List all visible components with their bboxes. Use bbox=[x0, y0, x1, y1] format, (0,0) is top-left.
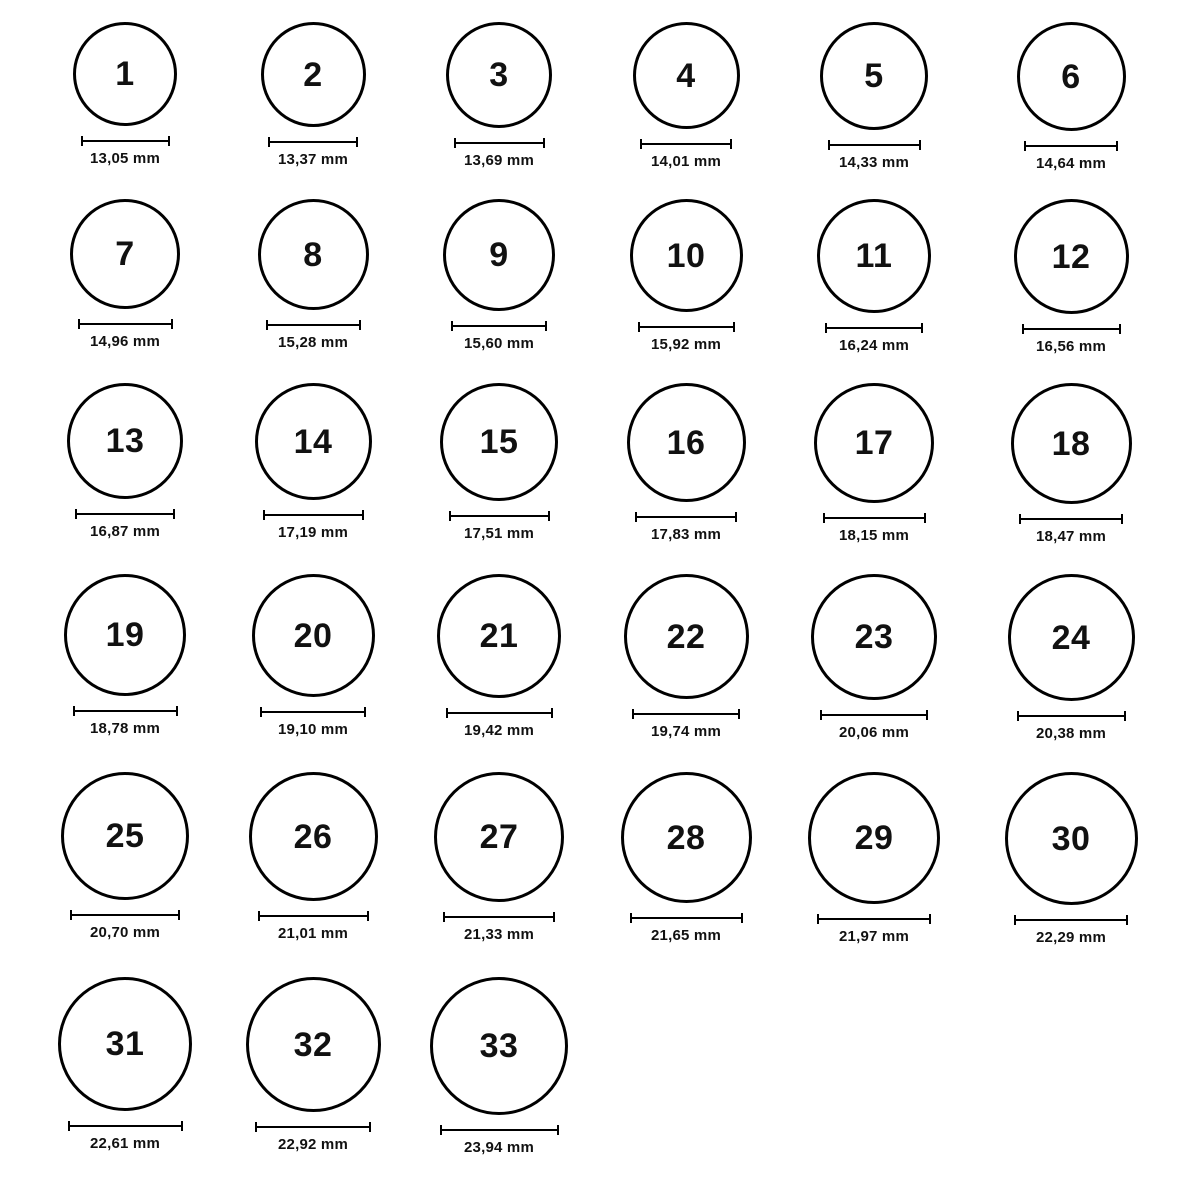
ring-measurement bbox=[1017, 711, 1126, 742]
measurement-bar-line bbox=[630, 917, 743, 919]
ring-size-number: 15 bbox=[479, 423, 519, 461]
ring-size-number: 4 bbox=[676, 56, 696, 95]
ring-circle bbox=[64, 574, 186, 696]
measurement-bar-icon bbox=[828, 140, 921, 150]
measurement-bar-cap-right bbox=[919, 140, 921, 150]
ring-circle bbox=[61, 772, 189, 900]
measurement-bar-cap-right bbox=[356, 137, 358, 147]
measurement-bar-icon bbox=[446, 708, 553, 718]
measurement-bar-cap-right bbox=[741, 913, 743, 923]
measurement-bar-cap-right bbox=[359, 320, 361, 330]
measurement-bar-cap-right bbox=[171, 319, 173, 329]
measurement-bar-cap-left bbox=[443, 912, 445, 922]
measurement-bar-cap-right bbox=[921, 323, 923, 333]
ring-size-cell bbox=[419, 22, 579, 169]
ring-measurement bbox=[70, 910, 180, 941]
ring-measurement bbox=[1024, 141, 1118, 172]
ring-size-cell bbox=[45, 199, 205, 350]
measurement-label: 15,28 mm bbox=[278, 334, 348, 351]
ring-size-number: 11 bbox=[855, 237, 893, 275]
measurement-bar-line bbox=[255, 1126, 371, 1128]
measurement-bar-line bbox=[440, 1129, 559, 1131]
ring-size-cell bbox=[419, 977, 579, 1156]
ring-circle bbox=[820, 22, 928, 130]
measurement-bar-cap-left bbox=[440, 1125, 442, 1135]
ring-size-cell bbox=[233, 199, 393, 351]
ring-size-number: 6 bbox=[1061, 57, 1081, 96]
ring-measurement bbox=[640, 139, 732, 170]
measurement-bar-cap-left bbox=[640, 139, 642, 149]
measurement-bar-cap-left bbox=[255, 1122, 257, 1132]
measurement-bar-icon bbox=[630, 913, 743, 923]
measurement-bar-cap-left bbox=[75, 509, 77, 519]
ring-measurement bbox=[268, 137, 358, 168]
measurement-label: 16,87 mm bbox=[90, 523, 160, 540]
measurement-bar-line bbox=[454, 142, 545, 144]
ring-size-cell bbox=[606, 574, 766, 740]
measurement-bar-line bbox=[75, 513, 175, 515]
ring-size-cell bbox=[606, 772, 766, 944]
ring-size-cell bbox=[991, 22, 1151, 172]
measurement-bar-cap-left bbox=[1019, 514, 1021, 524]
measurement-bar-cap-right bbox=[1126, 915, 1128, 925]
measurement-label: 14,33 mm bbox=[839, 154, 909, 171]
measurement-label: 18,47 mm bbox=[1036, 528, 1106, 545]
ring-size-number: 30 bbox=[1051, 819, 1091, 858]
measurement-bar-icon bbox=[68, 1121, 183, 1131]
ring-circle bbox=[434, 772, 564, 902]
measurement-bar-cap-right bbox=[553, 912, 555, 922]
ring-measurement bbox=[635, 512, 737, 543]
measurement-bar-icon bbox=[268, 137, 358, 147]
ring-size-cell bbox=[606, 22, 766, 170]
measurement-label: 22,92 mm bbox=[278, 1136, 348, 1153]
measurement-bar-cap-right bbox=[730, 139, 732, 149]
measurement-bar-cap-left bbox=[268, 137, 270, 147]
ring-measurement bbox=[638, 322, 735, 353]
measurement-label: 13,69 mm bbox=[464, 152, 534, 169]
measurement-bar-icon bbox=[640, 139, 732, 149]
ring-measurement bbox=[81, 136, 170, 167]
ring-measurement bbox=[260, 707, 366, 738]
measurement-bar-icon bbox=[1022, 324, 1121, 334]
measurement-bar-line bbox=[823, 517, 926, 519]
measurement-label: 22,61 mm bbox=[90, 1135, 160, 1152]
measurement-label: 13,37 mm bbox=[278, 151, 348, 168]
measurement-bar-line bbox=[451, 325, 547, 327]
measurement-bar-cap-left bbox=[635, 512, 637, 522]
ring-measurement bbox=[68, 1121, 183, 1152]
measurement-bar-cap-left bbox=[451, 321, 453, 331]
measurement-bar-cap-left bbox=[632, 709, 634, 719]
ring-size-number: 5 bbox=[864, 57, 884, 95]
measurement-bar-line bbox=[632, 713, 740, 715]
measurement-bar-icon bbox=[825, 323, 923, 333]
measurement-bar-cap-left bbox=[1024, 141, 1026, 151]
measurement-label: 21,01 mm bbox=[278, 925, 348, 942]
ring-size-cell bbox=[45, 772, 205, 941]
ring-circle bbox=[70, 199, 180, 309]
measurement-bar-cap-right bbox=[733, 322, 735, 332]
ring-size-cell bbox=[419, 383, 579, 542]
ring-size-cell bbox=[606, 199, 766, 353]
measurement-bar-cap-right bbox=[543, 138, 545, 148]
ring-size-cell bbox=[233, 977, 393, 1153]
measurement-label: 18,15 mm bbox=[839, 527, 909, 544]
ring-measurement bbox=[451, 321, 547, 352]
measurement-bar-line bbox=[1014, 919, 1128, 921]
ring-measurement bbox=[828, 140, 921, 171]
measurement-bar-cap-left bbox=[260, 707, 262, 717]
measurement-label: 14,96 mm bbox=[90, 333, 160, 350]
measurement-bar-cap-left bbox=[820, 710, 822, 720]
measurement-label: 22,29 mm bbox=[1036, 929, 1106, 946]
ring-measurement bbox=[258, 911, 369, 942]
measurement-label: 16,56 mm bbox=[1036, 338, 1106, 355]
measurement-bar-icon bbox=[820, 710, 928, 720]
ring-circle bbox=[1014, 199, 1129, 314]
measurement-bar-cap-right bbox=[362, 510, 364, 520]
ring-circle bbox=[246, 977, 381, 1112]
ring-size-number: 21 bbox=[479, 617, 519, 655]
ring-size-number: 33 bbox=[479, 1027, 519, 1065]
ring-size-number: 12 bbox=[1051, 237, 1091, 276]
measurement-label: 18,78 mm bbox=[90, 720, 160, 737]
ring-measurement bbox=[630, 913, 743, 944]
ring-circle bbox=[621, 772, 752, 903]
ring-size-cell bbox=[233, 383, 393, 541]
measurement-bar-cap-right bbox=[551, 708, 553, 718]
ring-size-cell bbox=[233, 22, 393, 168]
ring-size-number: 23 bbox=[854, 618, 894, 656]
ring-circle bbox=[1017, 22, 1126, 131]
ring-size-cell bbox=[419, 574, 579, 739]
ring-measurement bbox=[78, 319, 173, 350]
ring-circle bbox=[627, 383, 746, 502]
measurement-bar-line bbox=[817, 918, 931, 920]
measurement-bar-line bbox=[443, 916, 555, 918]
measurement-bar-cap-right bbox=[929, 914, 931, 924]
measurement-label: 14,01 mm bbox=[651, 153, 721, 170]
measurement-bar-icon bbox=[632, 709, 740, 719]
ring-circle bbox=[446, 22, 552, 128]
ring-circle bbox=[249, 772, 378, 901]
measurement-bar-line bbox=[638, 326, 735, 328]
measurement-bar-cap-left bbox=[638, 322, 640, 332]
ring-size-cell bbox=[606, 383, 766, 543]
measurement-bar-cap-left bbox=[825, 323, 827, 333]
measurement-bar-line bbox=[260, 711, 366, 713]
measurement-bar-icon bbox=[260, 707, 366, 717]
measurement-label: 21,33 mm bbox=[464, 926, 534, 943]
ring-circle bbox=[817, 199, 931, 313]
measurement-bar-cap-right bbox=[545, 321, 547, 331]
measurement-bar-cap-right bbox=[178, 910, 180, 920]
measurement-bar-icon bbox=[75, 509, 175, 519]
measurement-bar-line bbox=[258, 915, 369, 917]
measurement-bar-cap-right bbox=[1121, 514, 1123, 524]
measurement-bar-cap-left bbox=[70, 910, 72, 920]
ring-measurement bbox=[446, 708, 553, 739]
ring-size-cell bbox=[45, 22, 205, 167]
ring-size-number: 18 bbox=[1051, 424, 1091, 463]
measurement-label: 21,65 mm bbox=[651, 927, 721, 944]
measurement-bar-icon bbox=[440, 1125, 559, 1135]
measurement-bar-cap-right bbox=[369, 1122, 371, 1132]
measurement-bar-cap-right bbox=[1119, 324, 1121, 334]
ring-circle bbox=[258, 199, 369, 310]
ring-size-number: 16 bbox=[666, 423, 706, 462]
measurement-bar-icon bbox=[1024, 141, 1118, 151]
measurement-label: 17,19 mm bbox=[278, 524, 348, 541]
ring-measurement bbox=[1022, 324, 1121, 355]
measurement-bar-icon bbox=[1019, 514, 1123, 524]
ring-measurement bbox=[443, 912, 555, 943]
measurement-label: 13,05 mm bbox=[90, 150, 160, 167]
ring-size-cell bbox=[45, 977, 205, 1152]
measurement-bar-line bbox=[266, 324, 361, 326]
measurement-bar-line bbox=[825, 327, 923, 329]
measurement-bar-line bbox=[820, 714, 928, 716]
ring-size-cell bbox=[794, 199, 954, 354]
ring-size-number: 9 bbox=[489, 236, 509, 274]
ring-measurement bbox=[266, 320, 361, 351]
measurement-bar-cap-right bbox=[173, 509, 175, 519]
ring-size-cell bbox=[991, 772, 1151, 946]
ring-circle bbox=[261, 22, 366, 127]
ring-size-number: 19 bbox=[105, 616, 145, 654]
ring-size-number: 28 bbox=[666, 818, 706, 857]
measurement-bar-cap-right bbox=[364, 707, 366, 717]
ring-circle bbox=[58, 977, 192, 1111]
measurement-bar-cap-left bbox=[823, 513, 825, 523]
ring-size-number: 29 bbox=[854, 819, 894, 857]
measurement-label: 14,64 mm bbox=[1036, 155, 1106, 172]
measurement-label: 17,51 mm bbox=[464, 525, 534, 542]
ring-size-number: 8 bbox=[303, 235, 323, 274]
ring-size-number: 1 bbox=[115, 55, 135, 93]
measurement-bar-icon bbox=[451, 321, 547, 331]
ring-size-cell bbox=[233, 772, 393, 942]
ring-circle bbox=[624, 574, 749, 699]
measurement-bar-icon bbox=[1014, 915, 1128, 925]
measurement-bar-cap-left bbox=[446, 708, 448, 718]
measurement-bar-icon bbox=[823, 513, 926, 523]
measurement-bar-cap-left bbox=[266, 320, 268, 330]
ring-size-cell bbox=[794, 574, 954, 741]
measurement-bar-line bbox=[1022, 328, 1121, 330]
measurement-bar-icon bbox=[70, 910, 180, 920]
measurement-bar-icon bbox=[638, 322, 735, 332]
measurement-bar-cap-left bbox=[73, 706, 75, 716]
ring-size-number: 22 bbox=[666, 617, 706, 656]
measurement-bar-cap-left bbox=[1017, 711, 1019, 721]
measurement-bar-cap-left bbox=[828, 140, 830, 150]
measurement-bar-cap-left bbox=[630, 913, 632, 923]
measurement-label: 19,42 mm bbox=[464, 722, 534, 739]
measurement-bar-line bbox=[70, 914, 180, 916]
measurement-bar-cap-left bbox=[1014, 915, 1016, 925]
measurement-label: 15,92 mm bbox=[651, 336, 721, 353]
measurement-bar-line bbox=[73, 710, 178, 712]
measurement-bar-line bbox=[446, 712, 553, 714]
measurement-label: 21,97 mm bbox=[839, 928, 909, 945]
measurement-bar-line bbox=[68, 1125, 183, 1127]
measurement-bar-cap-right bbox=[735, 512, 737, 522]
ring-measurement bbox=[454, 138, 545, 169]
measurement-bar-icon bbox=[266, 320, 361, 330]
ring-measurement bbox=[1019, 514, 1123, 545]
ring-size-number: 26 bbox=[293, 817, 333, 856]
measurement-bar-icon bbox=[454, 138, 545, 148]
measurement-label: 23,94 mm bbox=[464, 1139, 534, 1156]
measurement-bar-cap-left bbox=[81, 136, 83, 146]
measurement-label: 20,38 mm bbox=[1036, 725, 1106, 742]
measurement-label: 16,24 mm bbox=[839, 337, 909, 354]
ring-measurement bbox=[1014, 915, 1128, 946]
measurement-bar-line bbox=[1019, 518, 1123, 520]
measurement-label: 15,60 mm bbox=[464, 335, 534, 352]
measurement-label: 19,74 mm bbox=[651, 723, 721, 740]
measurement-bar-cap-left bbox=[78, 319, 80, 329]
ring-size-number: 3 bbox=[489, 56, 509, 94]
ring-size-number: 17 bbox=[854, 424, 894, 462]
measurement-bar-icon bbox=[255, 1122, 371, 1132]
ring-size-cell bbox=[419, 199, 579, 352]
ring-size-cell bbox=[794, 772, 954, 945]
ring-circle bbox=[440, 383, 558, 501]
measurement-bar-line bbox=[1017, 715, 1126, 717]
ring-size-number: 24 bbox=[1051, 618, 1091, 657]
ring-size-number: 7 bbox=[115, 235, 135, 273]
ring-measurement bbox=[823, 513, 926, 544]
measurement-bar-cap-left bbox=[263, 510, 265, 520]
ring-size-number: 14 bbox=[293, 422, 333, 461]
measurement-bar-cap-right bbox=[181, 1121, 183, 1131]
measurement-bar-cap-left bbox=[258, 911, 260, 921]
ring-measurement bbox=[440, 1125, 559, 1156]
ring-measurement bbox=[825, 323, 923, 354]
ring-size-number: 2 bbox=[303, 55, 323, 94]
ring-circle bbox=[814, 383, 934, 503]
measurement-bar-cap-right bbox=[168, 136, 170, 146]
ring-size-cell bbox=[991, 199, 1151, 355]
ring-size-number: 25 bbox=[105, 817, 145, 855]
ring-size-cell bbox=[45, 574, 205, 737]
measurement-bar-line bbox=[1024, 145, 1118, 147]
ring-measurement bbox=[75, 509, 175, 540]
ring-measurement bbox=[449, 511, 550, 542]
measurement-bar-line bbox=[78, 323, 173, 325]
ring-size-number: 27 bbox=[479, 818, 519, 856]
ring-size-number: 13 bbox=[105, 422, 145, 460]
ring-size-cell bbox=[794, 22, 954, 171]
ring-measurement bbox=[255, 1122, 371, 1153]
ring-circle bbox=[630, 199, 743, 312]
measurement-bar-cap-right bbox=[176, 706, 178, 716]
measurement-bar-line bbox=[81, 140, 170, 142]
measurement-bar-cap-left bbox=[817, 914, 819, 924]
measurement-bar-cap-left bbox=[68, 1121, 70, 1131]
ring-measurement bbox=[632, 709, 740, 740]
measurement-bar-cap-left bbox=[454, 138, 456, 148]
measurement-bar-cap-right bbox=[1124, 711, 1126, 721]
ring-circle bbox=[252, 574, 375, 697]
ring-circle bbox=[67, 383, 183, 499]
measurement-bar-icon bbox=[263, 510, 364, 520]
ring-size-number: 20 bbox=[293, 616, 333, 655]
measurement-label: 20,70 mm bbox=[90, 924, 160, 941]
measurement-bar-line bbox=[268, 141, 358, 143]
measurement-bar-cap-right bbox=[367, 911, 369, 921]
measurement-bar-icon bbox=[443, 912, 555, 922]
measurement-bar-icon bbox=[258, 911, 369, 921]
measurement-bar-cap-right bbox=[738, 709, 740, 719]
ring-circle bbox=[430, 977, 568, 1115]
measurement-bar-icon bbox=[449, 511, 550, 521]
ring-size-cell bbox=[991, 574, 1151, 742]
ring-size-number: 32 bbox=[293, 1025, 333, 1064]
measurement-bar-icon bbox=[635, 512, 737, 522]
measurement-bar-cap-left bbox=[449, 511, 451, 521]
ring-measurement bbox=[817, 914, 931, 945]
ring-circle bbox=[811, 574, 937, 700]
measurement-bar-icon bbox=[78, 319, 173, 329]
measurement-bar-cap-right bbox=[1116, 141, 1118, 151]
measurement-bar-cap-right bbox=[924, 513, 926, 523]
ring-circle bbox=[808, 772, 940, 904]
measurement-bar-cap-left bbox=[1022, 324, 1024, 334]
measurement-bar-icon bbox=[817, 914, 931, 924]
measurement-bar-line bbox=[635, 516, 737, 518]
measurement-bar-icon bbox=[81, 136, 170, 146]
ring-size-cell bbox=[419, 772, 579, 943]
ring-size-number: 10 bbox=[666, 236, 706, 275]
ring-circle bbox=[1005, 772, 1138, 905]
ring-measurement bbox=[73, 706, 178, 737]
measurement-label: 19,10 mm bbox=[278, 721, 348, 738]
measurement-bar-line bbox=[640, 143, 732, 145]
ring-circle bbox=[1011, 383, 1132, 504]
measurement-bar-line bbox=[449, 515, 550, 517]
measurement-bar-line bbox=[828, 144, 921, 146]
measurement-bar-icon bbox=[1017, 711, 1126, 721]
measurement-bar-cap-right bbox=[926, 710, 928, 720]
ring-circle bbox=[437, 574, 561, 698]
ring-measurement bbox=[263, 510, 364, 541]
measurement-bar-line bbox=[263, 514, 364, 516]
ring-circle bbox=[73, 22, 177, 126]
ring-circle bbox=[1008, 574, 1135, 701]
ring-size-cell bbox=[794, 383, 954, 544]
ring-circle bbox=[443, 199, 555, 311]
ring-measurement bbox=[820, 710, 928, 741]
measurement-label: 20,06 mm bbox=[839, 724, 909, 741]
measurement-bar-cap-right bbox=[557, 1125, 559, 1135]
ring-size-cell bbox=[233, 574, 393, 738]
ring-size-cell bbox=[45, 383, 205, 540]
measurement-bar-cap-right bbox=[548, 511, 550, 521]
ring-size-number: 31 bbox=[105, 1025, 145, 1063]
measurement-label: 17,83 mm bbox=[651, 526, 721, 543]
ring-size-cell bbox=[991, 383, 1151, 545]
ring-circle bbox=[633, 22, 740, 129]
measurement-bar-icon bbox=[73, 706, 178, 716]
ring-circle bbox=[255, 383, 372, 500]
